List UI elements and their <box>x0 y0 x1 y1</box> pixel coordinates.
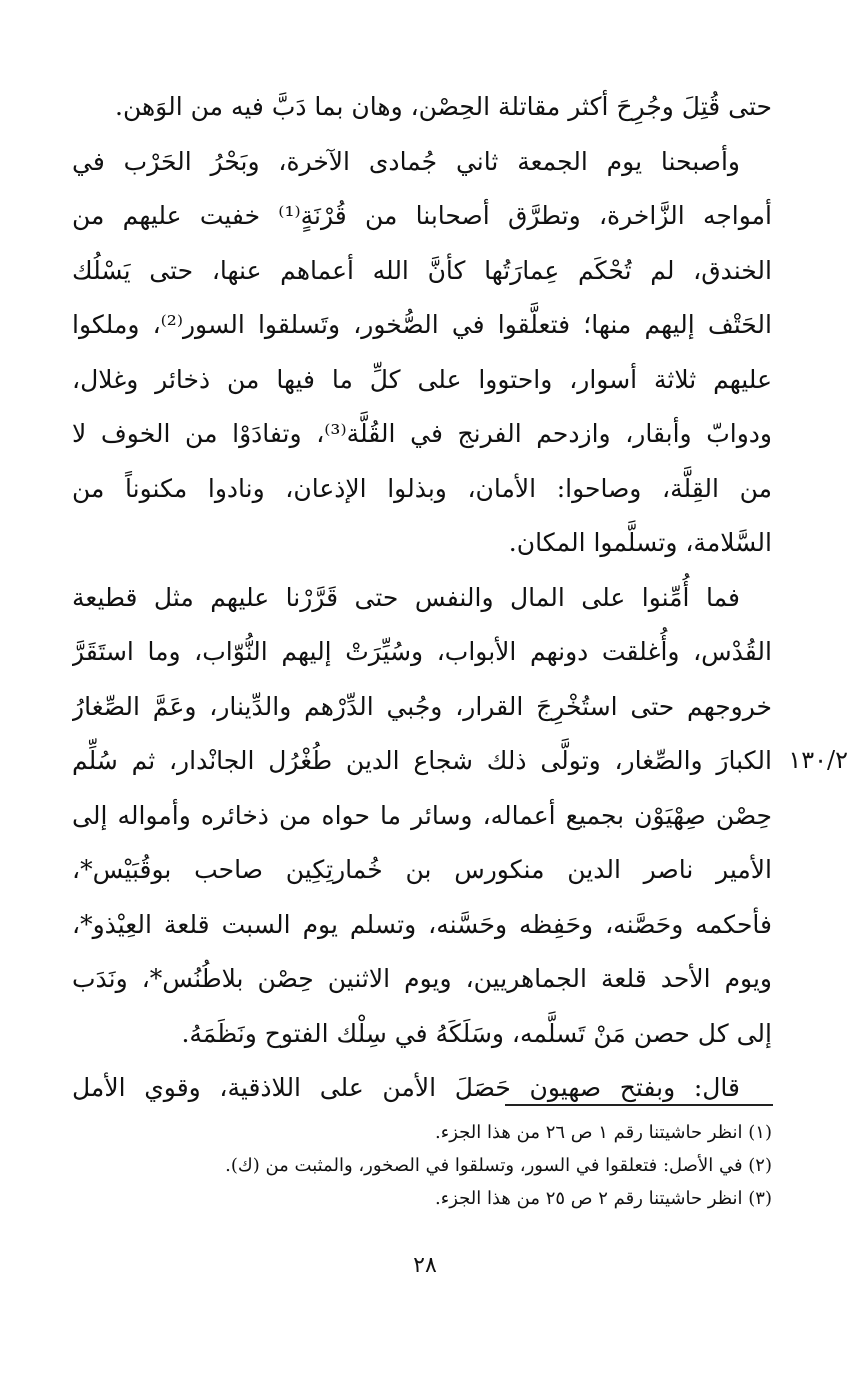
text-line: فما أُمِّنوا على المال والنفس حتى قَرَّرْنا عليهم مثل قطيعة <box>72 582 740 612</box>
text-line: فأحكمه وحَصَّنه، وحَفِظه وحَسَّنه، وتسلم يوم السبت قلعة العِيْذو*، <box>72 909 772 939</box>
text-line: إلى كل حصن مَنْ تَسلَّمه، وسَلَكَهُ في سِلْك الفتوح ونَظَمَهُ. <box>181 1018 772 1048</box>
text-line: الكبارَ والصِّغار، وتولَّى ذلك شجاع الدين طُغْرُل الجانْدار، ثم سُلِّم <box>72 746 772 775</box>
footnote: (١) انظر حاشيتنا رقم ١ ص ٢٦ من هذا الجزء. <box>435 1122 772 1143</box>
page-number: ٢٨ <box>413 1253 437 1278</box>
footnote-divider <box>505 1104 773 1106</box>
text-line: عليهم ثلاثة أسوار، واحتووا على كلِّ ما فيها من ذخائر وغلال، <box>72 364 772 394</box>
footnote: (٢) في الأصل: فتعلقوا في السور، وتسلقوا في الصخور، والمثبت من (ك). <box>225 1155 772 1176</box>
text-line: ويوم الأحد قلعة الجماهريين، ويوم الاثنين حِصْن بلاطُنُس*، ونَدَب <box>72 964 772 993</box>
text-line: القُدْس، وأُغلقت دونهم الأبواب، وسُيِّرَتْ إليهم النُّوّاب، وما استَقَرَّ <box>72 637 772 666</box>
text-line: حِصْن صِهْيَوْن بجميع أعماله، وسائر ما حواه من ذخائره وأمواله إلى <box>72 800 772 830</box>
footnotes <box>72 1116 772 1215</box>
text-line: قال: وبفتح صهيون حَصَلَ الأمن على اللاذقية، وقوي الأمل <box>72 1073 740 1102</box>
footnote: (٣) انظر حاشيتنا رقم ٢ ص ٢٥ من هذا الجزء. <box>435 1188 772 1209</box>
text-line: وأصبحنا يوم الجمعة ثاني جُمادى الآخرة، وبَحْرُ الحَرْب في <box>72 146 740 176</box>
text-line: أمواجه الزَّاخرة، وتطرَّق أصحابنا من قُرْنَةٍ⁽¹⁾ خفيت عليهم من <box>72 201 772 230</box>
text-line: حتى قُتِلَ وجُرِحَ أكثر مقاتلة الحِصْن، وهان بما دَبَّ فيه من الوَهن. <box>115 92 772 121</box>
text-line: الخندق، لم تُحْكَم عِمارَتُها كأنَّ الله أعماهم عنها، حتى يَسْلُك <box>72 255 772 285</box>
text-line: الحَتْف إليهم منها؛ فتعلَّقوا في الصُّخور، وتَسلقوا السور⁽²⁾، وملكوا <box>72 310 772 339</box>
text-line: من القِلَّة، وصاحوا: الأمان، وبذلوا الإذعان، ونادوا مكنوناً من <box>72 473 772 503</box>
main-text <box>72 80 772 1116</box>
text-line: الأمير ناصر الدين منكورس بن خُمارتِكِين صاحب بوقُبَيْس*، <box>72 855 772 884</box>
text-line: ودوابّ وأبقار، وازدحم الفرنج في القُلَّة⁽³⁾، وتفادَوْا من الخوف لا <box>72 419 772 448</box>
text-line: خروجهم حتى استُخْرِجَ القرار، وجُبي الدِّرْهم والدِّينار، وعَمَّ الصِّغارُ <box>72 691 772 721</box>
margin-page-reference: ١٣٠/٢ <box>788 746 848 774</box>
text-line: السَّلامة، وتسلَّموا المكان. <box>508 528 772 557</box>
